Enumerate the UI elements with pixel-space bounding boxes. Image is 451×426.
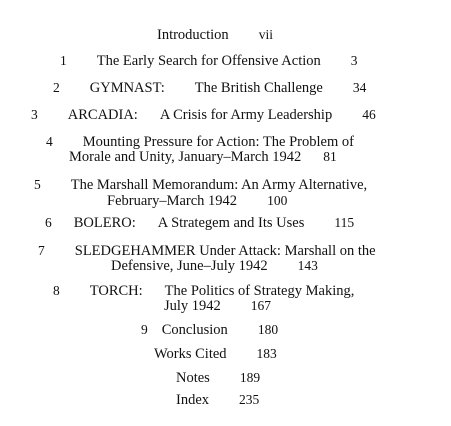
chapter-number: 3 bbox=[31, 107, 38, 122]
entry-title: Introduction bbox=[157, 27, 229, 43]
entry-page: 180 bbox=[257, 322, 279, 337]
toc-entry-chapter-5 bbox=[34, 177, 367, 193]
entry-title: Notes bbox=[176, 370, 210, 386]
toc-entry-introduction bbox=[157, 27, 273, 43]
entry-page: 34 bbox=[352, 80, 367, 95]
toc-entry-chapter-5-continued bbox=[107, 193, 287, 209]
entry-page: 183 bbox=[256, 346, 277, 361]
entry-page: vii bbox=[258, 27, 273, 42]
entry-title-line-2: Morale and Unity, January–March 1942 bbox=[69, 149, 302, 165]
toc-entry-chapter-4 bbox=[46, 134, 354, 150]
entry-page: 100 bbox=[267, 193, 288, 208]
toc-entry-chapter-9 bbox=[141, 322, 278, 338]
chapter-number: 7 bbox=[38, 243, 45, 258]
entry-title-line-1: SLEDGEHAMMER Under Attack: Marshall on the bbox=[74, 243, 376, 259]
toc-entry-chapter-4-continued bbox=[69, 149, 337, 165]
toc-entry-chapter-3 bbox=[31, 107, 376, 123]
chapter-number: 9 bbox=[141, 322, 148, 337]
entry-page: 143 bbox=[297, 258, 318, 273]
entry-title: Works Cited bbox=[154, 346, 227, 362]
entry-label: TORCH: bbox=[89, 283, 143, 299]
entry-title: Index bbox=[176, 392, 210, 408]
entry-page: 46 bbox=[362, 107, 376, 122]
entry-page: 167 bbox=[250, 298, 272, 313]
toc-entry-index bbox=[176, 392, 259, 408]
toc-entry-works-cited bbox=[154, 346, 277, 362]
toc-entry-chapter-1 bbox=[60, 53, 358, 69]
entry-page: 189 bbox=[239, 370, 261, 385]
entry-title-line-2: Defensive, June–July 1942 bbox=[111, 258, 268, 274]
entry-label: GYMNAST: bbox=[89, 80, 165, 96]
entry-title-line-1: Mounting Pressure for Action: The Problem of bbox=[82, 134, 354, 150]
chapter-number: 4 bbox=[46, 134, 53, 149]
entry-title-line-2: July 1942 bbox=[164, 298, 221, 314]
entry-title-line-2: February–March 1942 bbox=[107, 193, 238, 209]
entry-title-line-1: The Marshall Memorandum: An Army Alternative, bbox=[70, 177, 368, 193]
entry-label: BOLERO: bbox=[73, 215, 136, 231]
chapter-number: 2 bbox=[53, 80, 60, 95]
entry-title: A Strategem and Its Uses bbox=[157, 215, 305, 231]
entry-page: 3 bbox=[350, 53, 358, 68]
toc-entry-chapter-2 bbox=[53, 80, 366, 96]
toc-entry-chapter-7 bbox=[38, 243, 376, 259]
chapter-number: 1 bbox=[60, 53, 67, 68]
toc-entry-chapter-8-continued bbox=[164, 298, 271, 314]
entry-title: Conclusion bbox=[161, 322, 228, 338]
toc-entry-chapter-8 bbox=[53, 283, 354, 299]
entry-title: The British Challenge bbox=[194, 80, 323, 96]
entry-title-line-1: The Politics of Strategy Making, bbox=[164, 283, 355, 299]
entry-page: 81 bbox=[323, 149, 337, 164]
toc-entry-notes bbox=[176, 370, 260, 386]
toc-entry-chapter-6 bbox=[45, 215, 354, 231]
entry-page: 115 bbox=[334, 215, 355, 230]
entry-label: ARCADIA: bbox=[67, 107, 138, 123]
entry-title: The Early Search for Offensive Action bbox=[96, 53, 321, 69]
entry-title: A Crisis for Army Leadership bbox=[159, 107, 333, 123]
chapter-number: 5 bbox=[34, 177, 41, 192]
toc-entry-chapter-7-continued bbox=[111, 258, 318, 274]
chapter-number: 6 bbox=[45, 215, 52, 230]
chapter-number: 8 bbox=[53, 283, 60, 298]
entry-page: 235 bbox=[239, 392, 260, 407]
